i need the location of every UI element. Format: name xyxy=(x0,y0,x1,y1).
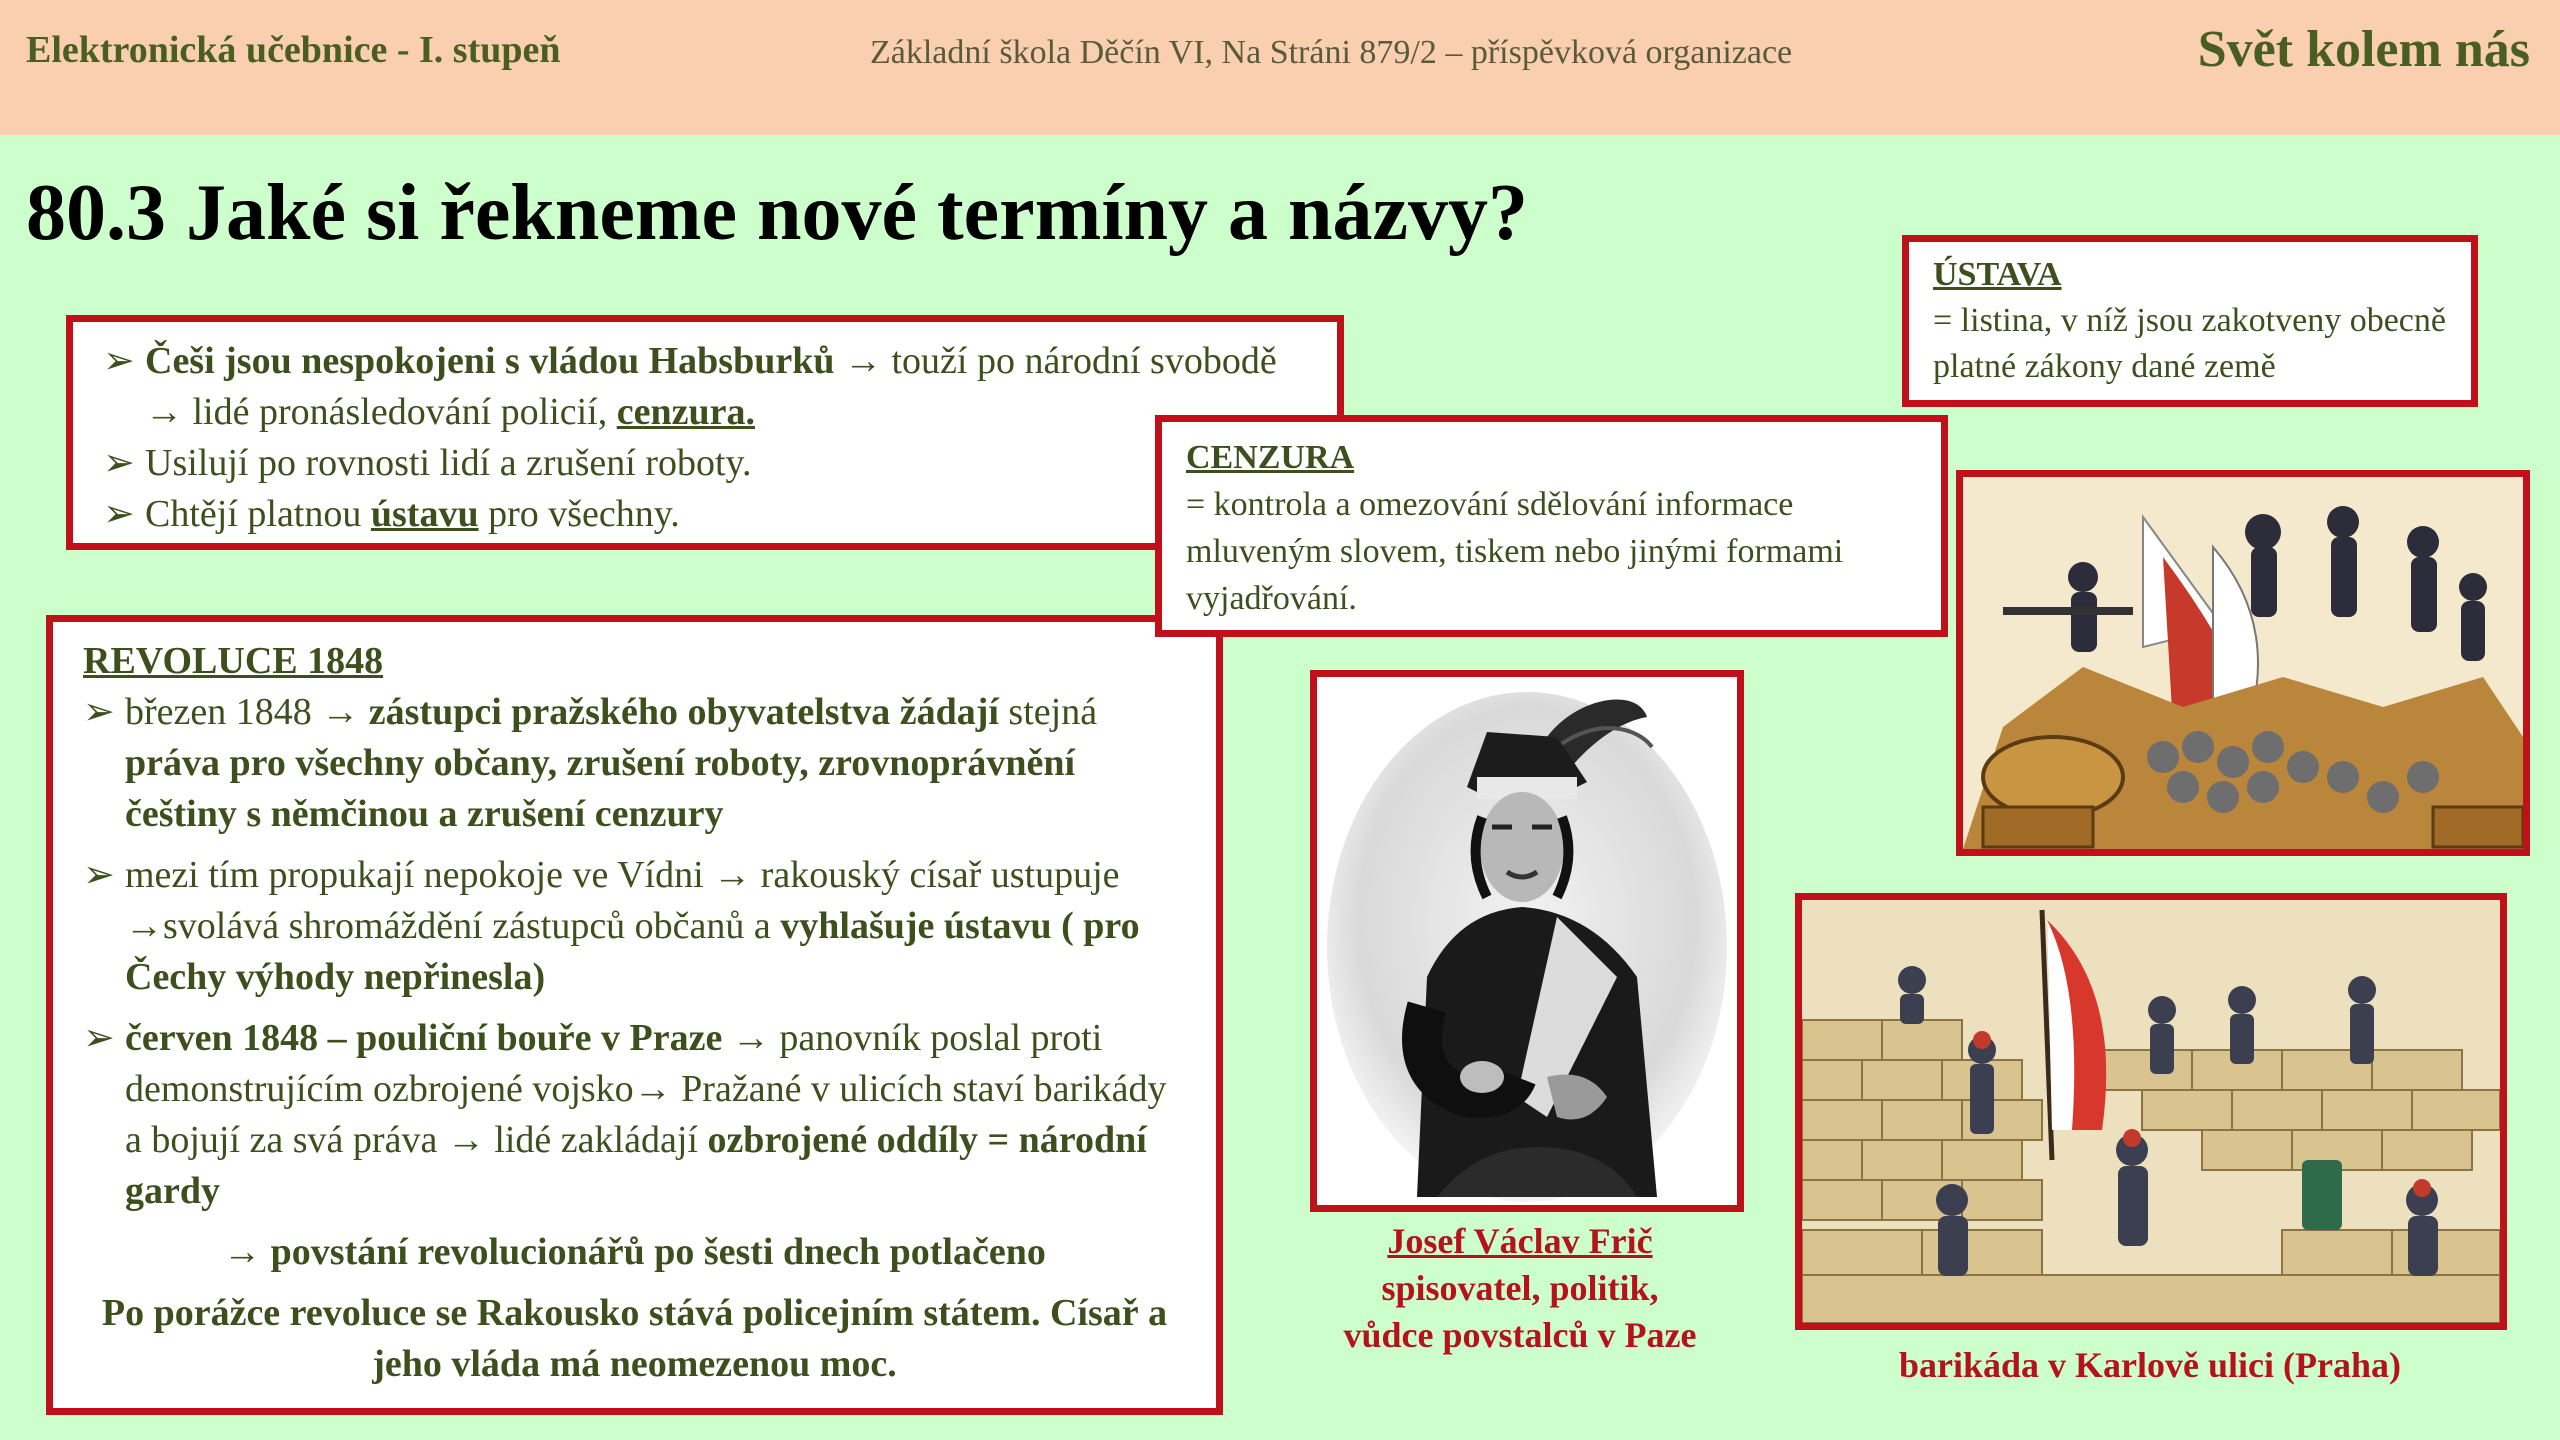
revoluce-result: → povstání revolucionářů po šesti dnech potlačeno xyxy=(223,1231,1046,1273)
revoluce-bullet-1 xyxy=(83,687,1186,840)
cenzura-definition-box xyxy=(1155,415,1948,637)
revoluce-conclusion: Po porážce revoluce se Rakousko stává policejním státem. Císař a jeho vláda má neomezenou moc. xyxy=(101,1292,1168,1385)
fric-portrait-image xyxy=(1310,670,1744,1212)
revoluce-p2-a: mezi tím propukají nepokoje ve Vídni → rakouský císař ustupuje →svolává shromáždění zástupců občanů a xyxy=(125,854,1120,947)
barricade-image-1 xyxy=(1956,470,2530,856)
intro-box xyxy=(66,315,1344,550)
revoluce-p3-b: → panovník poslal proti demonstrujícím ozbrojené vojsko→ Pražané v ulicích staví barikády a bojují za svá práva → lidé zakládají xyxy=(125,1017,1167,1161)
revoluce-p1-d: práva pro všechny občany, zrušení roboty, zrovnoprávnění češtiny s němčinou a zrušení cenzury xyxy=(125,742,1076,835)
revoluce-p2-b: vyhlašuje ústavu ( pro Čechy výhody nepřinesla) xyxy=(125,905,1140,998)
ustava-definition-box xyxy=(1902,235,2478,407)
fric-portrait-drawing xyxy=(1317,677,1737,1205)
fric-caption-desc-1: spisovatel, politik, xyxy=(1381,1268,1659,1308)
revoluce-p3-a: červen 1848 – pouliční bouře v Praze xyxy=(125,1017,723,1059)
barricade-image-2 xyxy=(1795,893,2507,1330)
fric-caption-desc-2: vůdce povstalců v Paze xyxy=(1343,1315,1697,1355)
header-bar xyxy=(0,0,2560,135)
intro-bullet-3 xyxy=(103,489,1307,540)
intro-b1-rest: → touží po národní svobodě → lidé pronásledování policií, xyxy=(145,340,1277,433)
header-subject: Svět kolem nás xyxy=(2197,21,2530,78)
revoluce-bullet-2 xyxy=(83,850,1186,1003)
fric-caption-name: Josef Václav Frič xyxy=(1387,1221,1653,1261)
revoluce-bullet-3 xyxy=(83,1013,1186,1217)
intro-b1-underlined: cenzura. xyxy=(616,391,755,433)
header-left-text: Elektronická učebnice - I. stupeň xyxy=(26,29,561,71)
revoluce-p1-a: březen 1848 → xyxy=(125,691,369,733)
header-school-name: Základní škola Děčín VI, Na Stráni 879/2 – příspěvková organizace xyxy=(870,34,1793,71)
revoluce-p1-b: zástupci pražského obyvatelstva žádají xyxy=(368,691,999,733)
page-title: 80.3 Jaké si řekneme nové termíny a názvy? xyxy=(26,169,1529,257)
revoluce-p1-c: stejná xyxy=(998,691,1098,733)
intro-bullet-2: ➢ Usilují po rovnosti lidí a zrušení roboty. xyxy=(103,438,1307,489)
intro-b1-bold: Češi jsou nespokojeni s vládou Habsburků xyxy=(145,340,835,382)
cenzura-heading: CENZURA xyxy=(1186,439,1355,476)
intro-bullet-1 xyxy=(103,336,1307,438)
cenzura-text: = kontrola a omezování sdělování informace mluveným slovem, tiskem nebo jinými formami vyjadřování. xyxy=(1186,486,1844,617)
intro-b3-b: pro všechny. xyxy=(478,493,680,535)
fric-caption xyxy=(1270,1218,1770,1359)
intro-b3-underlined: ústavu xyxy=(370,493,479,535)
revoluce-heading: REVOLUCE 1848 xyxy=(83,640,384,682)
revoluce-box xyxy=(46,615,1223,1415)
intro-b3-a: Chtějí platnou xyxy=(145,493,371,535)
ustava-text: = listina, v níž jsou zakotveny obecně platné zákony dané země xyxy=(1933,302,2446,385)
ustava-heading: ÚSTAVA xyxy=(1933,256,2062,293)
barricade-drawing-2 xyxy=(1802,900,2500,1323)
barricade-caption: barikáda v Karlově ulici (Praha) xyxy=(1899,1345,2401,1385)
revoluce-p3-c: ozbrojené oddíly = národní gardy xyxy=(125,1119,1147,1212)
barricade-drawing-1 xyxy=(1963,477,2523,849)
